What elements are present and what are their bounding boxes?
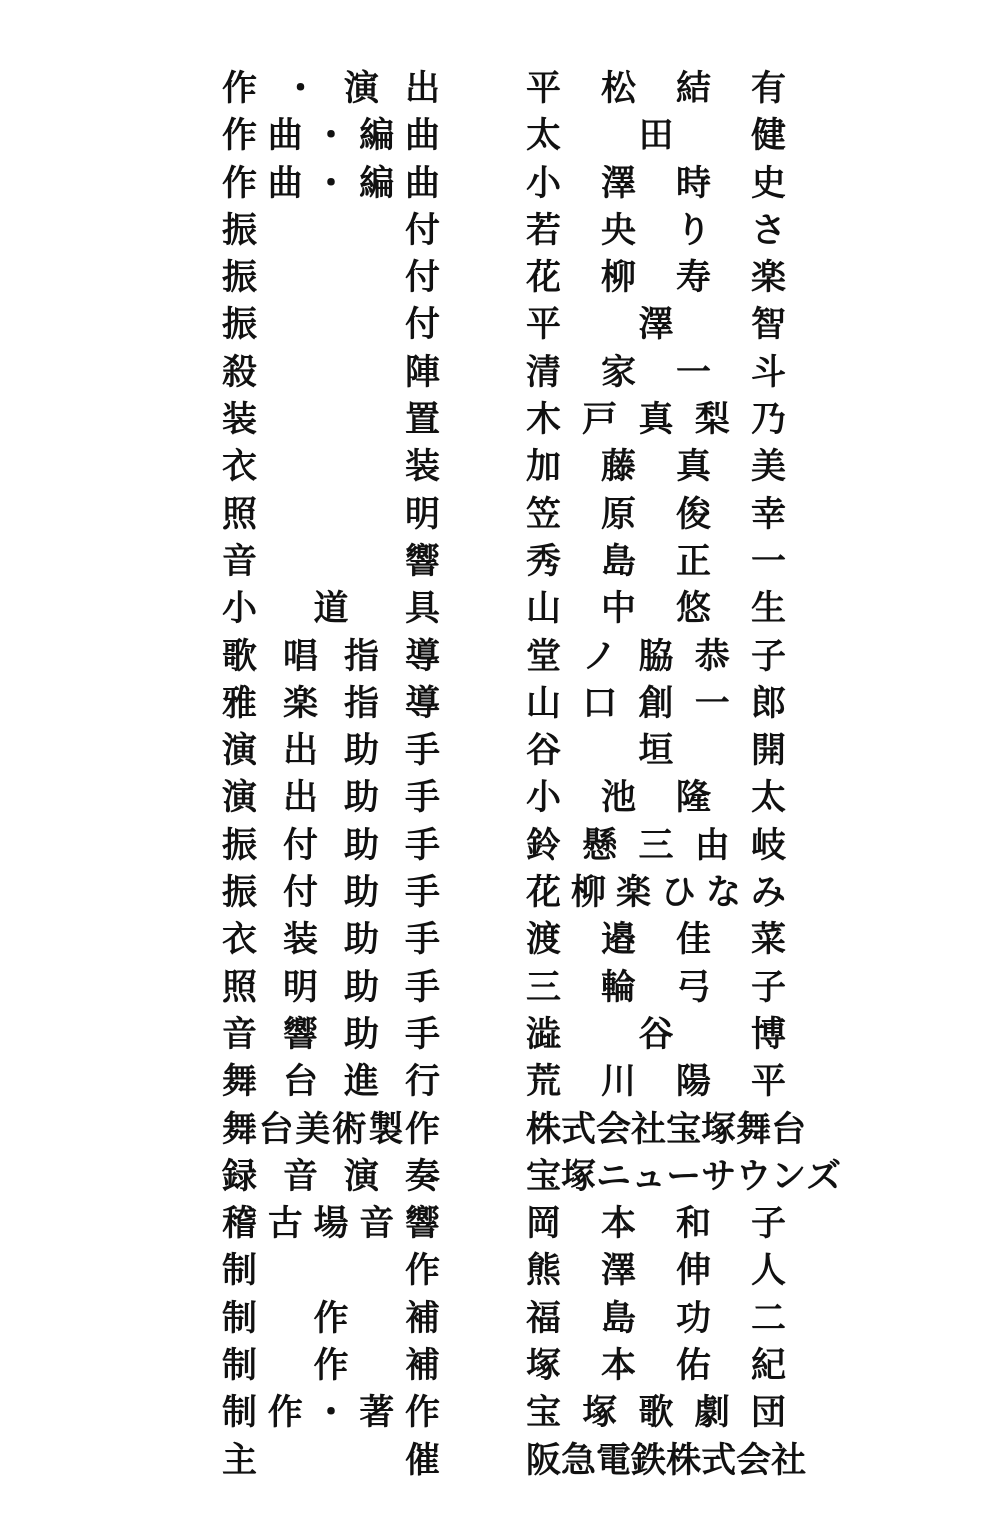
credit-role: 制 作 ・ 著 作 xyxy=(222,1393,440,1434)
credit-name: 山 中 悠 生 xyxy=(526,589,786,630)
credit-row xyxy=(0,492,1000,539)
credit-role: 音 響 xyxy=(222,541,440,582)
credit-row xyxy=(0,1390,1000,1437)
credit-role: 歌 唱 指 導 xyxy=(222,636,440,677)
credit-row xyxy=(0,1296,1000,1343)
credit-role: 振 付 助 手 xyxy=(222,873,440,914)
credit-role: 照 明 xyxy=(222,494,440,535)
credit-role: 演 出 助 手 xyxy=(222,731,440,772)
credits-list xyxy=(0,66,1000,1485)
credit-name: 平 松 結 有 xyxy=(526,69,786,109)
credit-name: 若 央 り さ xyxy=(526,210,786,251)
credit-name: 鈴 懸 三 由 岐 xyxy=(526,825,786,866)
credit-name: 花 柳 楽 ひ な み xyxy=(526,873,786,914)
credit-name: 塚 本 佑 紀 xyxy=(526,1346,786,1387)
credit-role: 録 音 演 奏 xyxy=(222,1156,440,1197)
credit-role: 振 付 xyxy=(222,258,440,299)
credit-row xyxy=(0,965,1000,1012)
credit-name: 岡 本 和 子 xyxy=(526,1204,786,1245)
credit-row xyxy=(0,1343,1000,1390)
credit-role: 雅 楽 指 導 xyxy=(222,683,440,724)
credit-row xyxy=(0,1059,1000,1106)
credit-name: 秀 島 正 一 xyxy=(526,541,786,582)
credit-role: 殺 陣 xyxy=(222,352,440,393)
credit-role: 振 付 助 手 xyxy=(222,825,440,866)
credit-name: 小 澤 時 史 xyxy=(526,163,786,204)
credit-role: 衣 装 xyxy=(222,447,440,488)
credit-name: 木 戸 真 梨 乃 xyxy=(526,400,786,441)
credit-row xyxy=(0,823,1000,870)
credit-row xyxy=(0,917,1000,964)
credit-role: 作 曲 ・ 編 曲 xyxy=(222,163,440,204)
credit-role: 照 明 助 手 xyxy=(222,967,440,1008)
credit-row xyxy=(0,208,1000,255)
credit-role: 主 催 xyxy=(222,1440,440,1481)
credit-role: 作 ・ 演 出 xyxy=(222,69,440,109)
credit-name: 渡 邉 佳 菜 xyxy=(526,920,786,961)
credit-role: 稽 古 場 音 響 xyxy=(222,1204,440,1245)
credit-name: 谷 垣 開 xyxy=(526,731,786,772)
credit-row xyxy=(0,397,1000,444)
credit-name: 阪 急 電 鉄 株 式 会 社 xyxy=(526,1440,807,1481)
credit-row xyxy=(0,539,1000,586)
credit-role: 制 作 補 xyxy=(222,1346,440,1387)
credit-row xyxy=(0,350,1000,397)
credit-name: 花 柳 寿 楽 xyxy=(526,258,786,299)
credit-name: 荒 川 陽 平 xyxy=(526,1062,786,1103)
credit-row xyxy=(0,1012,1000,1059)
credit-name: 笠 原 俊 幸 xyxy=(526,494,786,535)
credit-row xyxy=(0,586,1000,633)
credit-name: 山 口 創 一 郎 xyxy=(526,683,786,724)
credit-name: 加 藤 真 美 xyxy=(526,447,786,488)
credit-row xyxy=(0,681,1000,728)
credit-role: 制 作 補 xyxy=(222,1298,440,1339)
credit-row xyxy=(0,66,1000,113)
credit-row xyxy=(0,775,1000,822)
credit-row xyxy=(0,728,1000,775)
credit-row xyxy=(0,444,1000,491)
credit-role: 舞 台 進 行 xyxy=(222,1062,440,1103)
credit-name: 三 輪 弓 子 xyxy=(526,967,786,1008)
credit-name: 宝 塚 歌 劇 団 xyxy=(526,1393,786,1434)
credit-role: 装 置 xyxy=(222,400,440,441)
credit-row xyxy=(0,1438,1000,1485)
credit-role: 振 付 xyxy=(222,305,440,346)
credit-role: 音 響 助 手 xyxy=(222,1014,440,1055)
credit-row xyxy=(0,161,1000,208)
credit-row xyxy=(0,870,1000,917)
credit-role: 制 作 xyxy=(222,1251,440,1292)
credit-row xyxy=(0,634,1000,681)
credit-name: 宝 塚 ニ ュ ー サ ウ ン ズ xyxy=(526,1156,842,1197)
credit-role: 舞 台 美 術 製 作 xyxy=(222,1109,440,1150)
credit-role: 作 曲 ・ 編 曲 xyxy=(222,116,440,157)
credit-name: 株 式 会 社 宝 塚 舞 台 xyxy=(526,1109,807,1150)
credit-row xyxy=(0,1107,1000,1154)
credit-name: 堂 ノ 脇 恭 子 xyxy=(526,636,786,677)
credit-role: 小 道 具 xyxy=(222,589,440,630)
credit-name: 福 島 功 二 xyxy=(526,1298,786,1339)
credit-role: 衣 装 助 手 xyxy=(222,920,440,961)
credit-name: 小 池 隆 太 xyxy=(526,778,786,819)
credit-name: 平 澤 智 xyxy=(526,305,786,346)
credit-name: 太 田 健 xyxy=(526,116,786,157)
credit-name: 清 家 一 斗 xyxy=(526,352,786,393)
credit-row xyxy=(0,255,1000,302)
credit-row xyxy=(0,113,1000,160)
credit-row xyxy=(0,1248,1000,1295)
credit-row xyxy=(0,1154,1000,1201)
credit-role: 振 付 xyxy=(222,210,440,251)
credit-role: 演 出 助 手 xyxy=(222,778,440,819)
credit-name: 澁 谷 博 xyxy=(526,1014,786,1055)
credit-row xyxy=(0,302,1000,349)
credit-row xyxy=(0,1201,1000,1248)
credit-name: 熊 澤 伸 人 xyxy=(526,1251,786,1292)
